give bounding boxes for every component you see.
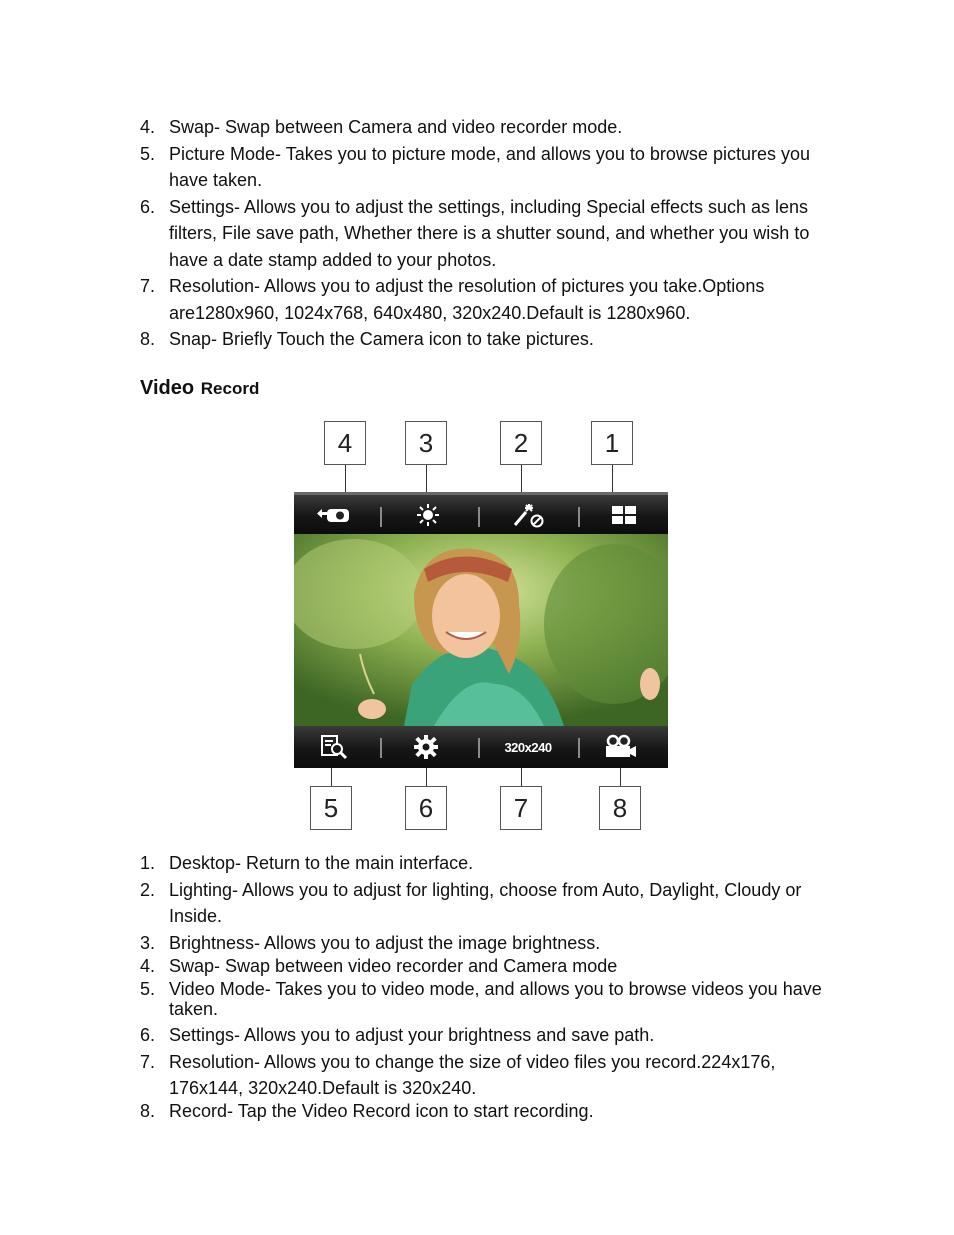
desktop-grid-icon <box>610 504 638 526</box>
gear-icon <box>413 734 439 760</box>
callout-label: 1 <box>591 421 633 465</box>
list-item: 1. Desktop- Return to the main interface. <box>140 853 474 873</box>
brightness-icon <box>415 502 441 528</box>
brightness-button[interactable] <box>388 495 468 534</box>
callout-label: 6 <box>405 786 447 830</box>
camera-features-list <box>140 114 830 353</box>
callout-label: 5 <box>310 786 352 830</box>
browse-magnifier-icon <box>319 734 349 760</box>
swap-button[interactable] <box>294 495 374 534</box>
callout-leader <box>620 768 621 786</box>
toolbar-separator <box>478 507 480 527</box>
swap-camera-icon <box>314 503 354 527</box>
bottom-toolbar <box>294 726 668 768</box>
settings-button[interactable] <box>386 726 466 768</box>
toolbar-separator <box>380 507 382 527</box>
callout-label: 4 <box>324 421 366 465</box>
record-button[interactable] <box>580 726 660 768</box>
magic-wand-icon <box>511 501 545 529</box>
desktop-button[interactable] <box>584 495 664 534</box>
list-item: 4. Swap- Swap between video recorder and Camera mode <box>140 956 618 976</box>
video-camera-icon <box>603 734 637 760</box>
list-item: 8. Snap- Briefly Touch the Camera icon to take pictures. <box>140 329 594 349</box>
list-item: 5. Picture Mode- Takes you to picture mode, and allows you to browse pictures you have taken. <box>140 143 810 190</box>
woman-photo-image <box>294 534 668 726</box>
list-item: 8. Record- Tap the Video Record icon to start recording. <box>140 1100 594 1121</box>
lighting-button[interactable] <box>488 495 568 534</box>
callout-label: 8 <box>599 786 641 830</box>
callout-label: 2 <box>500 421 542 465</box>
callout-leader <box>521 768 522 786</box>
list-item: 2. Lighting- Allows you to adjust for lighting, choose from Auto, Daylight, Cloudy or Inside. <box>140 879 802 926</box>
callout-label: 3 <box>405 421 447 465</box>
list-item: 3. Brightness- Allows you to adjust the image brightness. <box>140 932 601 953</box>
callout-leader <box>331 768 332 786</box>
list-item: 7. Resolution- Allows you to change the size of video files you record.224x176, 176x144, 320x240.Default is 320x240. <box>140 1051 776 1098</box>
section-heading: Video Record <box>140 377 260 399</box>
video-record-figure <box>292 418 668 830</box>
toolbar-separator <box>478 738 480 758</box>
resolution-button[interactable]: 320x240 <box>504 739 552 755</box>
list-item: 6. Settings- Allows you to adjust the settings, including Special effects such as lens filters, File save path, Whether there is a shutter sound, and whether you wish to have a date stamp added to your photos. <box>140 196 810 270</box>
list-item: 6. Settings- Allows you to adjust your brightness and save path. <box>140 1025 655 1045</box>
list-item: 5. Video Mode- Takes you to video mode, and allows you to browse videos you have taken. <box>140 979 822 1019</box>
callout-label: 7 <box>500 786 542 830</box>
list-item: 4. Swap- Swap between Camera and video recorder mode. <box>140 117 623 137</box>
top-toolbar <box>294 492 668 534</box>
toolbar-separator <box>578 507 580 527</box>
toolbar-separator <box>380 738 382 758</box>
video-features-list <box>140 850 830 1121</box>
picture-mode-button[interactable] <box>294 726 374 768</box>
callout-leader <box>426 768 427 786</box>
camera-preview-photo <box>294 534 668 726</box>
list-item: 7. Resolution- Allows you to adjust the resolution of pictures you take.Options are1280x960, 1024x768, 640x480, 320x240.Default is 1280x960. <box>140 276 765 323</box>
